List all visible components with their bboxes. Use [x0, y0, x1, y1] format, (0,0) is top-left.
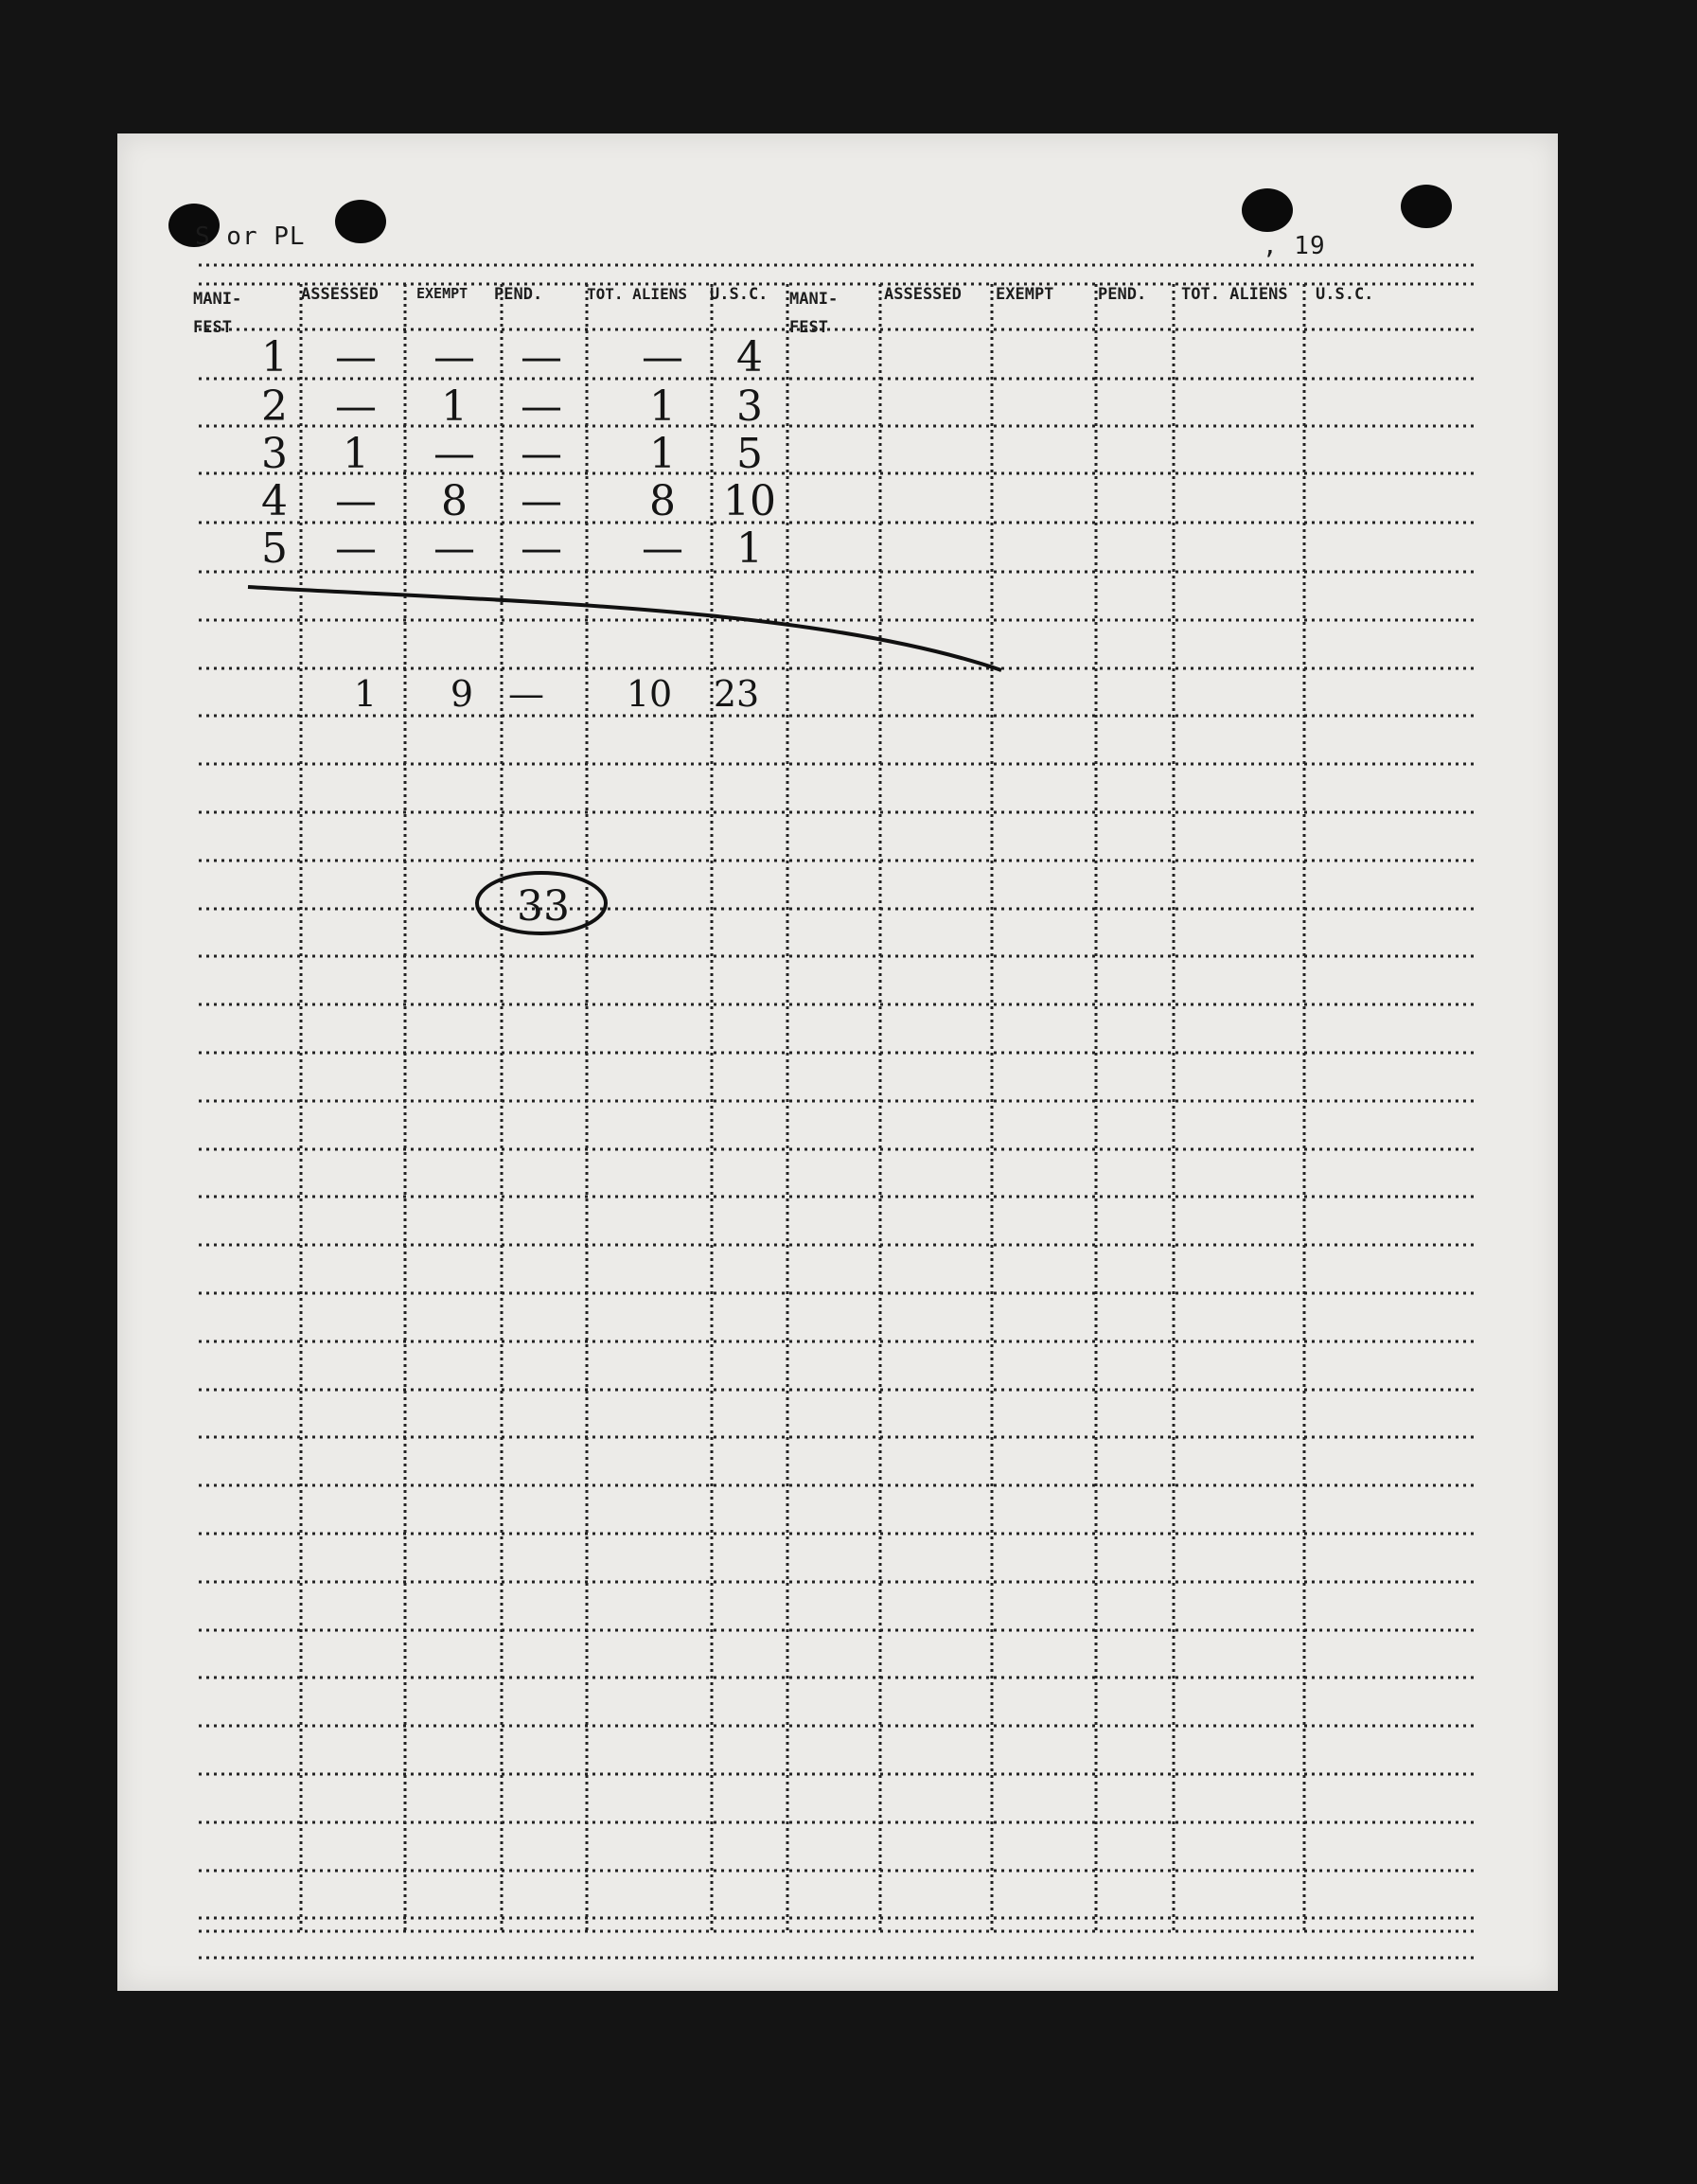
grand-total-value: 33 [517, 882, 570, 931]
total-pend: — [508, 673, 544, 715]
dotted-row-lines [199, 265, 1476, 1958]
total-tot-aliens: 10 [626, 673, 673, 715]
col-head-manifest-right-text: MANI- FEST [789, 290, 839, 337]
entry-manifest: 2 [261, 382, 288, 431]
entry-tot-aliens: — [642, 333, 683, 382]
entry-tot-aliens: 1 [649, 430, 676, 478]
entry-assessed: — [335, 382, 377, 431]
entry-exempt: — [433, 524, 475, 573]
entry-usc: 4 [736, 333, 763, 382]
year-prefix: , 19 [1263, 232, 1326, 260]
entry-pend: — [521, 524, 562, 573]
entry-assessed: 1 [343, 430, 369, 478]
entry-exempt: — [433, 333, 475, 382]
entry-assessed: — [335, 524, 377, 573]
entry-assessed: — [335, 477, 377, 525]
entry-manifest: 1 [261, 333, 288, 382]
col-head-usc: U.S.C. [710, 285, 769, 304]
col-head-tot-aliens: TOT. ALIENS [587, 285, 687, 303]
col-head-assessed: ASSESSED [301, 285, 379, 304]
col-head-pend-right: PEND. [1098, 285, 1147, 304]
entry-manifest: 3 [261, 430, 288, 478]
total-usc: 23 [713, 673, 760, 715]
col-head-assessed-right: ASSESSED [884, 285, 962, 304]
vessel-label: S or PL [195, 222, 306, 251]
entry-exempt: 8 [441, 477, 468, 525]
col-head-manifest-text: MANI- FEST [193, 290, 242, 337]
entry-pend: — [521, 333, 562, 382]
col-head-exempt: EXEMPT [416, 285, 468, 302]
entry-tot-aliens: 8 [649, 477, 676, 525]
entry-usc: 1 [736, 524, 763, 573]
total-assessed: 1 [353, 673, 378, 715]
entry-pend: — [521, 382, 562, 431]
col-head-usc-right: U.S.C. [1316, 285, 1374, 304]
entry-manifest: 4 [261, 477, 288, 525]
entry-assessed: — [335, 333, 377, 382]
col-head-tot-aliens-right: TOT. ALIENS [1181, 285, 1288, 304]
totals-divider-stroke [248, 587, 1001, 670]
entry-exempt: 1 [441, 382, 468, 431]
col-head-pend: PEND. [494, 285, 543, 304]
entry-exempt: — [433, 430, 475, 478]
entry-tot-aliens: 1 [649, 382, 676, 431]
total-exempt: 9 [450, 673, 474, 715]
entry-usc: 5 [736, 430, 763, 478]
entry-usc: 10 [723, 477, 776, 525]
entry-tot-aliens: — [642, 524, 683, 573]
entry-pend: — [521, 430, 562, 478]
entry-usc: 3 [736, 382, 763, 431]
col-head-exempt-right: EXEMPT [996, 285, 1054, 304]
entry-manifest: 5 [261, 524, 288, 573]
entry-pend: — [521, 477, 562, 525]
